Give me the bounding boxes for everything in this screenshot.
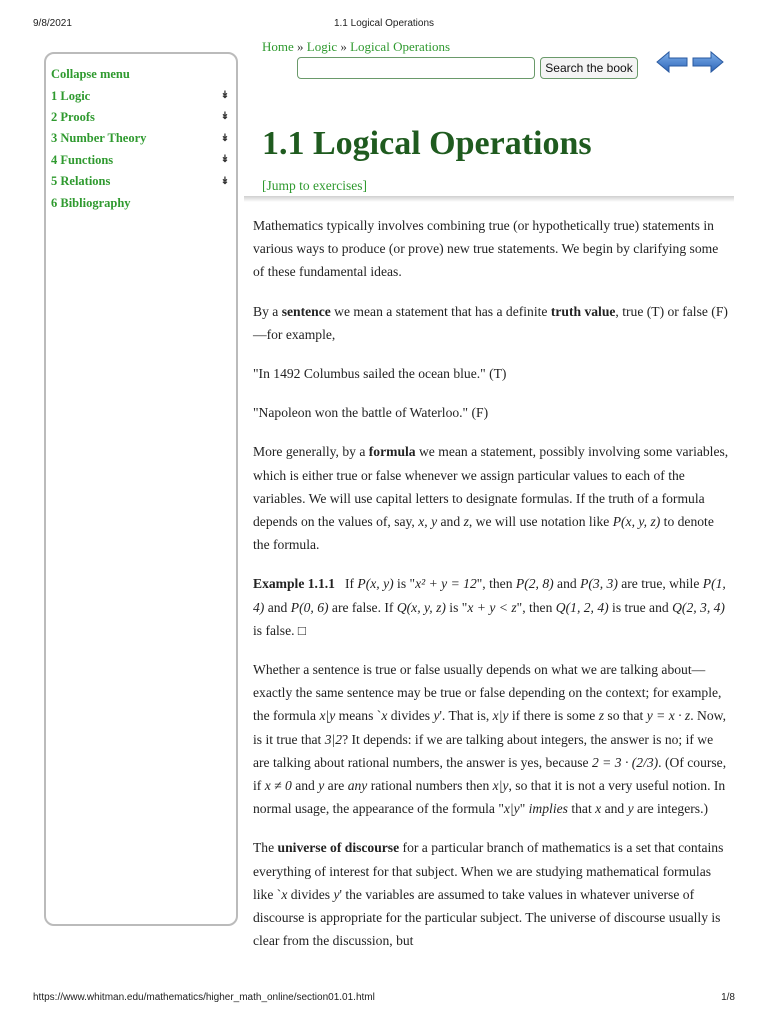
math: P(x, y) (357, 576, 394, 592)
text: is true and (608, 599, 673, 615)
sidebar-item-label: 4 Functions (51, 152, 114, 167)
paragraph-universe (253, 836, 731, 952)
expand-arrow-icon[interactable]: ↡ (220, 154, 230, 166)
search-input[interactable] (297, 57, 535, 79)
sidebar-item-number-theory[interactable] (51, 128, 232, 149)
example-sentence-true: "In 1492 Columbus sailed the ocean blue." (T) (253, 366, 507, 382)
text: ", then (476, 576, 516, 592)
breadcrumb-logic[interactable]: Logic (306, 39, 338, 54)
math: 3|2 (324, 731, 343, 747)
text: is " (393, 576, 416, 592)
sidebar-item-relations[interactable] (51, 171, 232, 192)
expand-arrow-icon[interactable]: ↡ (220, 111, 230, 123)
paragraph-sentence-def (253, 300, 731, 346)
breadcrumb-separator: » (297, 39, 304, 54)
text: and (264, 599, 291, 615)
text: are false. If (328, 599, 397, 615)
math: x (418, 514, 425, 530)
text: Whether a sentence is true or false usually depends on what we are talking about—exactly the same sentence may be true or false depending on the context; for example, the formula (253, 662, 722, 724)
breadcrumb-home[interactable]: Home (262, 39, 294, 54)
math: z (463, 514, 469, 530)
text: and (437, 514, 464, 530)
math: P(0, 6) (290, 599, 329, 615)
emphasis: implies (528, 801, 568, 817)
math: Q(1, 2, 4) (555, 599, 609, 615)
sidebar-item-label: 6 Bibliography (51, 195, 131, 210)
print-title: 1.1 Logical Operations (333, 18, 435, 29)
math: y (431, 514, 438, 530)
expand-arrow-icon[interactable]: ↡ (220, 175, 230, 187)
sidebar-item-label: 5 Relations (51, 174, 111, 189)
header-divider (244, 196, 734, 202)
term-sentence: sentence (281, 303, 331, 319)
math: x (381, 708, 388, 724)
text: and (291, 778, 319, 794)
term-universe-of-discourse: universe of discourse (277, 840, 400, 856)
text: The (253, 840, 278, 856)
left-arrow-icon[interactable] (656, 50, 688, 74)
text: for a particular branch of mathematics is a set that contains everything of interest for that subject. When we are studying mathematical formulas like ` (253, 840, 724, 902)
example-sentence-false: "Napoleon won the battle of Waterloo." (F) (253, 405, 489, 421)
text: that (567, 801, 596, 817)
right-arrow-icon[interactable] (692, 50, 724, 74)
text: More generally, by a (253, 444, 369, 460)
math: x + y < z (467, 599, 517, 615)
math: y (318, 778, 325, 794)
sidebar-item-proofs[interactable] (51, 107, 232, 128)
search-button[interactable]: Search the book (540, 57, 638, 79)
sidebar-item-logic[interactable] (51, 85, 232, 106)
math: P(1, 4) (253, 576, 726, 615)
text: are true, while (617, 576, 703, 592)
text: if there is some (508, 708, 599, 724)
emphasis: any (347, 778, 368, 794)
math: x ≠ 0 (264, 778, 292, 794)
text: rational numbers then (367, 778, 493, 794)
jump-to-exercises-link[interactable]: [Jump to exercises] (262, 178, 367, 193)
math: y (433, 708, 440, 724)
text: . (Of course, if (253, 754, 727, 794)
math: P(x, y, z) (612, 514, 661, 530)
text: , true (T) or false (F)—for example, (253, 303, 728, 342)
math: y (627, 801, 634, 817)
text: is " (445, 599, 468, 615)
text: we mean a statement that has a definite (330, 303, 551, 319)
text: ", then (516, 599, 556, 615)
text: are (324, 778, 348, 794)
math: x|y (319, 708, 336, 724)
text: . Now, is it true that (253, 708, 726, 747)
text: are integers.) (633, 801, 709, 817)
text: By a (253, 303, 282, 319)
page-title: 1.1 Logical Operations (262, 125, 592, 162)
text: ? It depends: if we are talking about integers, the answer is no; if we are talking about rational numbers, the answer is yes, because (253, 731, 714, 770)
math: x|y (492, 778, 509, 794)
math: P(2, 8) (515, 576, 554, 592)
math: z (598, 708, 605, 724)
math: Q(2, 3, 4) (672, 599, 725, 615)
text: '. That is, (439, 708, 493, 724)
expand-arrow-icon[interactable]: ↡ (220, 90, 230, 102)
math: x|y (492, 708, 509, 724)
sidebar-item-label: 2 Proofs (51, 109, 95, 124)
text: is false. □ (253, 622, 307, 638)
sidebar-item-label: 3 Number Theory (51, 131, 147, 146)
math: P(3, 3) (580, 576, 618, 592)
text: , so that it is not a very useful notion. In normal usage, the appearance of the formula " (253, 778, 726, 817)
sidebar-item-bibliography[interactable] (51, 192, 232, 213)
text: means ` (335, 708, 382, 724)
paragraph-formula-def (253, 440, 731, 556)
section-content (253, 214, 731, 968)
math: Q(x, y, z) (396, 599, 446, 615)
print-date: 9/8/2021 (33, 18, 72, 29)
text: divides (387, 708, 434, 724)
math: x|y (503, 801, 520, 817)
breadcrumb-separator: » (340, 39, 347, 54)
term-formula: formula (368, 444, 416, 460)
text: ' the variables are assumed to take values in whatever universe of discourse is appropriate for the particular subject. The universe of discourse usually is clear from the discussion, but (253, 886, 721, 949)
text: to denote the formula. (253, 514, 714, 553)
example-1-1-1 (253, 572, 731, 642)
paragraph-intro: Mathematics typically involves combining true (or hypothetically true) statements in various ways to produce (or prove) new true statements. We begin by clarifying some of these fundamental ideas. (253, 218, 719, 280)
math: y = x · z (646, 708, 691, 724)
print-url: https://www.whitman.edu/mathematics/higher_math_online/section01.01.html (33, 992, 375, 1003)
math: 2 = 3 · (2/3) (591, 754, 659, 770)
text: and (553, 576, 581, 592)
math: y (333, 886, 340, 902)
collapse-menu-link[interactable] (51, 64, 232, 85)
text: we mean a statement, possibly involving some variables, which is either true or false whenever we assign particular values to each of the variables. We will use capital letters to designate formulas. If the truth of a formula depends on the values of, say, (253, 444, 729, 530)
text: " (519, 801, 529, 817)
text: , (424, 514, 432, 530)
print-page-number: 1/8 (721, 992, 735, 1003)
paragraph-context (253, 658, 731, 820)
example-label: Example 1.1.1 (253, 576, 335, 592)
text: and (601, 801, 628, 817)
text: divides (287, 886, 334, 902)
sidebar-item-functions[interactable] (51, 150, 232, 171)
expand-arrow-icon[interactable]: ↡ (220, 132, 230, 144)
sidebar-item-label: 1 Logic (51, 88, 91, 103)
collapse-menu-label: Collapse menu (51, 67, 130, 82)
text: , we will use notation like (468, 514, 613, 530)
sidebar-menu (44, 52, 238, 926)
breadcrumb-current[interactable]: Logical Operations (350, 39, 451, 54)
term-truth-value: truth value (550, 303, 616, 319)
text: If (344, 576, 358, 592)
math: x (595, 801, 602, 817)
text: so that (604, 708, 647, 724)
breadcrumb (262, 39, 450, 55)
math: x (281, 886, 288, 902)
math: x² + y = 12 (415, 576, 477, 592)
